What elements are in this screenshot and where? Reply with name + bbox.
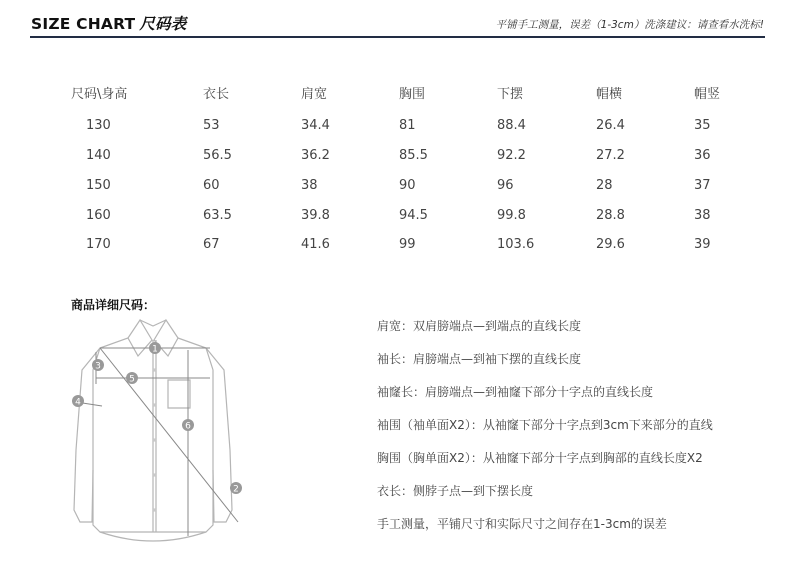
table-cell: 39.8: [301, 208, 330, 223]
table-cell: 28.8: [596, 208, 625, 223]
table-header-row: [0, 84, 790, 106]
table-cell: 63.5: [203, 208, 232, 223]
shirt-measurement-diagram: [60, 310, 260, 570]
description-measurement-note: 手工测量，平铺尺寸和实际尺寸之间存在1-3cm的误差: [377, 517, 667, 531]
table-row: [0, 175, 790, 197]
description-shoulder: 肩宽：双肩膀端点—到端点的直线长度: [377, 319, 582, 333]
table-row: [0, 205, 790, 227]
table-cell: 34.4: [301, 118, 330, 133]
table-cell: 38: [301, 178, 318, 193]
page-title: [31, 12, 186, 34]
detail-section-title: 商品详细尺码：: [71, 298, 156, 312]
table-cell: 36: [694, 148, 711, 163]
svg-text:5: 5: [129, 374, 135, 385]
table-cell: 150: [86, 178, 111, 193]
header: [0, 0, 790, 40]
table-cell: 99.8: [497, 208, 526, 223]
table-cell: 29.6: [596, 237, 625, 252]
sleeve-length-line: [100, 348, 238, 522]
table-cell: 81: [399, 118, 416, 133]
table-cell: 41.6: [301, 237, 330, 252]
table-cell: 67: [203, 237, 220, 252]
table-cell: 36.2: [301, 148, 330, 163]
title-cn: 尺码表: [139, 15, 187, 33]
description-sleeve-width: 袖围（袖单面X2）：从袖窿下部分十字点到3cm下来部分的直线: [377, 418, 713, 432]
title-en: SIZE CHART: [31, 15, 136, 33]
column-header: 帽竖: [694, 87, 721, 102]
table-cell: 88.4: [497, 118, 526, 133]
column-header: 帽横: [596, 87, 623, 102]
table-cell: 130: [86, 118, 111, 133]
table-cell: 94.5: [399, 208, 428, 223]
column-header: 衣长: [203, 87, 230, 102]
table-cell: 28: [596, 178, 613, 193]
table-cell: 53: [203, 118, 220, 133]
table-cell: 96: [497, 178, 514, 193]
table-cell: 27.2: [596, 148, 625, 163]
table-cell: 56.5: [203, 148, 232, 163]
svg-text:3: 3: [95, 361, 101, 372]
table-row: [0, 145, 790, 167]
table-cell: 90: [399, 178, 416, 193]
svg-text:1: 1: [152, 344, 158, 355]
marker-4: [72, 395, 84, 408]
header-divider: [30, 36, 765, 38]
svg-text:6: 6: [185, 421, 191, 432]
column-header: 肩宽: [301, 87, 328, 102]
table-row: [0, 234, 790, 256]
description-armhole: 袖窿长：肩膀端点—到袖窿下部分十字点的直线长度: [377, 385, 654, 399]
column-header: 尺码\身高: [71, 87, 128, 102]
measurement-markers: [72, 342, 242, 495]
measurement-note: 平铺手工测量，误差（1-3cm）洗涤建议：请查看水洗标!: [495, 19, 764, 31]
table-cell: 160: [86, 208, 111, 223]
description-sleeve-length: 袖长：肩膀端点—到袖下摆的直线长度: [377, 352, 582, 366]
table-cell: 38: [694, 208, 711, 223]
column-header: 胸围: [399, 87, 426, 102]
table-cell: 35: [694, 118, 711, 133]
table-cell: 99: [399, 237, 416, 252]
table-cell: 92.2: [497, 148, 526, 163]
table-cell: 37: [694, 178, 711, 193]
table-cell: 140: [86, 148, 111, 163]
table-cell: 60: [203, 178, 220, 193]
table-row: [0, 115, 790, 137]
table-cell: 103.6: [497, 237, 535, 252]
table-cell: 85.5: [399, 148, 428, 163]
description-chest: 胸围（胸单面X2）：从袖窿下部分十字点到胸部的直线长度X2: [377, 451, 703, 465]
column-header: 下摆: [497, 87, 524, 102]
marker-6: [182, 419, 194, 432]
svg-text:4: 4: [75, 397, 81, 408]
table-cell: 26.4: [596, 118, 625, 133]
marker-3: [92, 359, 104, 372]
description-body-length: 衣长：侧脖子点—到下摆长度: [377, 484, 534, 498]
table-cell: 170: [86, 237, 111, 252]
marker-1: [149, 342, 161, 355]
svg-text:2: 2: [233, 484, 239, 495]
table-cell: 39: [694, 237, 711, 252]
